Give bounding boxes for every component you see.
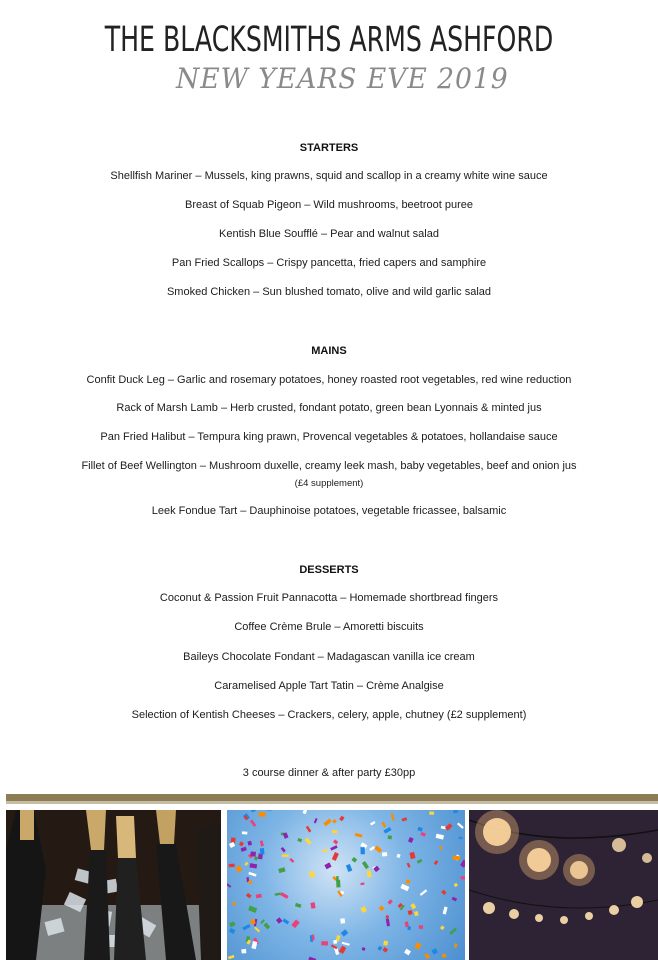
menu-item: Fillet of Beef Wellington – Mushroom duxelle, creamy leek mash, baby vegetables, beef and onion jus	[81, 460, 577, 472]
confetti-piece	[434, 860, 439, 865]
confetti-piece	[360, 906, 366, 913]
confetti-piece	[281, 847, 286, 853]
confetti-piece	[410, 903, 416, 909]
confetti-piece	[441, 890, 446, 895]
confetti-piece	[251, 941, 257, 949]
confetti-piece	[382, 947, 388, 953]
confetti-piece	[227, 883, 231, 888]
confetti-piece	[439, 846, 442, 850]
page-subtitle: NEW YEARS EVE 2019	[176, 62, 509, 95]
confetti-piece	[250, 919, 255, 925]
confetti-piece	[442, 954, 447, 958]
menu-item: Breast of Squab Pigeon – Wild mushrooms, beetroot puree	[185, 199, 473, 211]
menu-item: Coffee Crème Brule – Amoretti biscuits	[234, 621, 424, 633]
confetti-piece	[263, 923, 270, 930]
confetti-piece	[417, 859, 423, 864]
confetti-photo	[227, 810, 465, 960]
confetti-piece	[310, 902, 315, 909]
menu-item: Shellfish Mariner – Mussels, king prawns, squid and scallop in a creamy white wine sauce	[110, 170, 548, 182]
confetti-piece	[420, 832, 426, 837]
confetti-piece	[241, 847, 247, 852]
confetti-piece	[383, 940, 388, 945]
confetti-piece	[259, 812, 266, 817]
confetti-piece	[333, 839, 338, 844]
confetti-piece	[407, 926, 411, 930]
confetti-piece	[330, 845, 337, 850]
confetti-piece	[297, 838, 302, 842]
confetti-piece	[242, 831, 248, 834]
confetti-piece	[409, 852, 415, 859]
confetti-piece	[369, 846, 375, 851]
confetti-piece	[445, 823, 453, 830]
confetti-piece	[245, 862, 249, 866]
confetti-piece	[355, 833, 363, 837]
divider-bar	[6, 794, 658, 801]
confetti-piece	[314, 818, 318, 823]
menu-item: Baileys Chocolate Fondant – Madagascan vanilla ice cream	[183, 651, 475, 663]
confetti-piece	[377, 946, 382, 951]
confetti-piece	[431, 948, 438, 955]
confetti-piece	[289, 858, 294, 863]
confetti-piece	[449, 928, 457, 935]
champagne-bottles-photo	[6, 810, 221, 960]
confetti-piece	[405, 879, 410, 884]
confetti-piece	[282, 918, 289, 924]
confetti-piece	[457, 822, 464, 828]
confetti-piece	[385, 915, 389, 919]
confetti-piece	[229, 864, 235, 868]
confetti-piece	[453, 810, 458, 813]
menu-item: Kentish Blue Soufflé – Pear and walnut salad	[219, 228, 439, 240]
confetti-piece	[386, 918, 390, 926]
confetti-piece	[235, 865, 242, 872]
confetti-piece	[324, 862, 331, 869]
section-heading-mains: MAINS	[311, 345, 347, 357]
confetti-piece	[291, 919, 299, 928]
confetti-piece	[342, 942, 350, 946]
divider-bar-light	[6, 801, 658, 804]
section-heading-starters: STARTERS	[299, 142, 359, 154]
menu-item: Rack of Marsh Lamb – Herb crusted, fondant potato, green bean Lyonnais & minted jus	[116, 402, 542, 414]
confetti-piece	[260, 919, 265, 924]
confetti-piece	[332, 819, 337, 824]
confetti-piece	[321, 941, 328, 945]
confetti-piece	[461, 876, 465, 879]
confetti-piece	[379, 905, 385, 911]
confetti-piece	[239, 841, 244, 846]
confetti-piece	[250, 819, 256, 826]
menu-item: Leek Fondue Tart – Dauphinoise potatoes, vegetable fricassee, balsamic	[151, 505, 507, 517]
confetti-piece	[229, 921, 236, 927]
confetti-piece	[247, 841, 251, 846]
confetti-piece	[388, 899, 393, 904]
confetti-piece	[304, 838, 311, 845]
confetti-piece	[303, 810, 308, 814]
confetti-piece	[260, 848, 265, 855]
confetti-piece	[339, 816, 344, 822]
confetti-piece	[404, 949, 411, 956]
confetti-piece	[419, 925, 423, 929]
string-lights-photo	[469, 810, 658, 960]
confetti-piece	[340, 918, 345, 923]
confetti-piece	[275, 893, 281, 896]
confetti-piece	[454, 943, 458, 948]
menu-item: Confit Duck Leg – Garlic and rosemary potatoes, honey roasted root vegetables, red wine reduction	[86, 374, 572, 386]
confetti-piece	[282, 854, 289, 856]
supplement-note: (£4 supplement)	[294, 478, 364, 489]
confetti-piece	[308, 957, 316, 960]
confetti-piece	[306, 826, 312, 833]
page-title: THE BLACKSMITHS ARMS ASHFORD	[104, 20, 554, 60]
menu-item: Pan Fried Halibut – Tempura king prawn, Provencal vegetables & potatoes, hollandaise sauce	[100, 431, 558, 443]
confetti-piece	[229, 928, 236, 934]
confetti-piece	[362, 947, 366, 951]
confetti-piece	[388, 835, 392, 839]
menu-item: Caramelised Apple Tart Tatin – Crème Analgise	[214, 680, 444, 692]
confetti-piece	[361, 847, 365, 854]
confetti-piece	[332, 852, 339, 861]
confetti-piece	[362, 861, 369, 869]
confetti-piece	[383, 827, 391, 834]
confetti-piece	[402, 817, 408, 821]
confetti-piece	[295, 903, 301, 908]
confetti-piece	[246, 893, 252, 899]
confetti-piece	[374, 846, 382, 853]
confetti-piece	[407, 863, 411, 868]
confetti-piece	[370, 821, 376, 826]
confetti-piece	[424, 953, 430, 959]
confetti-piece	[453, 856, 461, 861]
confetti-piece	[443, 907, 448, 915]
menu-item: Coconut & Passion Fruit Pannacotta – Homemade shortbread fingers	[159, 592, 499, 604]
confetti-piece	[367, 870, 372, 877]
confetti-piece	[420, 889, 428, 896]
confetti-piece	[400, 884, 409, 891]
confetti-piece	[429, 812, 434, 815]
confetti-piece	[391, 813, 395, 821]
confetti-piece	[454, 883, 458, 887]
confetti-piece	[323, 818, 331, 826]
confetti-piece	[250, 851, 256, 856]
confetti-piece	[360, 882, 364, 885]
confetti-piece	[278, 867, 285, 873]
confetti-piece	[242, 924, 250, 930]
confetti-piece	[408, 910, 413, 915]
confetti-piece	[341, 929, 349, 936]
confetti-piece	[308, 871, 315, 879]
confetti-piece	[408, 837, 414, 843]
confetti-piece	[322, 849, 328, 853]
confetti-piece	[460, 860, 465, 868]
confetti-piece	[260, 840, 264, 846]
confetti-piece	[397, 854, 401, 858]
confetti-piece	[436, 834, 444, 840]
confetti-piece	[381, 821, 386, 827]
confetti-piece	[382, 852, 387, 856]
confetti-piece	[452, 897, 457, 902]
confetti-piece	[339, 946, 346, 954]
menu-item: Smoked Chicken – Sun blushed tomato, olive and wild garlic salad	[166, 286, 492, 298]
confetti-piece	[256, 894, 262, 899]
confetti-piece	[248, 872, 256, 877]
confetti-piece	[249, 863, 257, 868]
menu-item: Selection of Kentish Cheeses – Crackers, celery, apple, chutney (£2 supplement)	[131, 709, 527, 721]
confetti-piece	[312, 935, 315, 941]
confetti-piece	[414, 942, 421, 949]
confetti-piece	[459, 837, 463, 840]
confetti-piece	[351, 857, 357, 863]
confetti-piece	[228, 955, 235, 960]
confetti-piece	[332, 830, 338, 834]
section-heading-desserts: DESSERTS	[299, 564, 359, 576]
confetti-piece	[280, 892, 289, 899]
confetti-piece	[346, 864, 352, 872]
confetti-piece	[232, 901, 237, 906]
confetti-piece	[251, 810, 256, 812]
price-line: 3 course dinner & after party £30pp	[242, 767, 416, 779]
menu-item: Pan Fried Scallops – Crispy pancetta, fried capers and samphire	[171, 257, 487, 269]
confetti-piece	[254, 856, 258, 861]
confetti-piece	[241, 949, 246, 954]
confetti-piece	[414, 911, 419, 916]
confetti-piece	[336, 876, 338, 881]
confetti-piece	[440, 925, 445, 930]
confetti-piece	[254, 927, 260, 933]
confetti-piece	[276, 917, 282, 924]
confetti-piece	[417, 827, 422, 832]
confetti-piece	[333, 940, 337, 944]
confetti-piece	[248, 906, 257, 913]
